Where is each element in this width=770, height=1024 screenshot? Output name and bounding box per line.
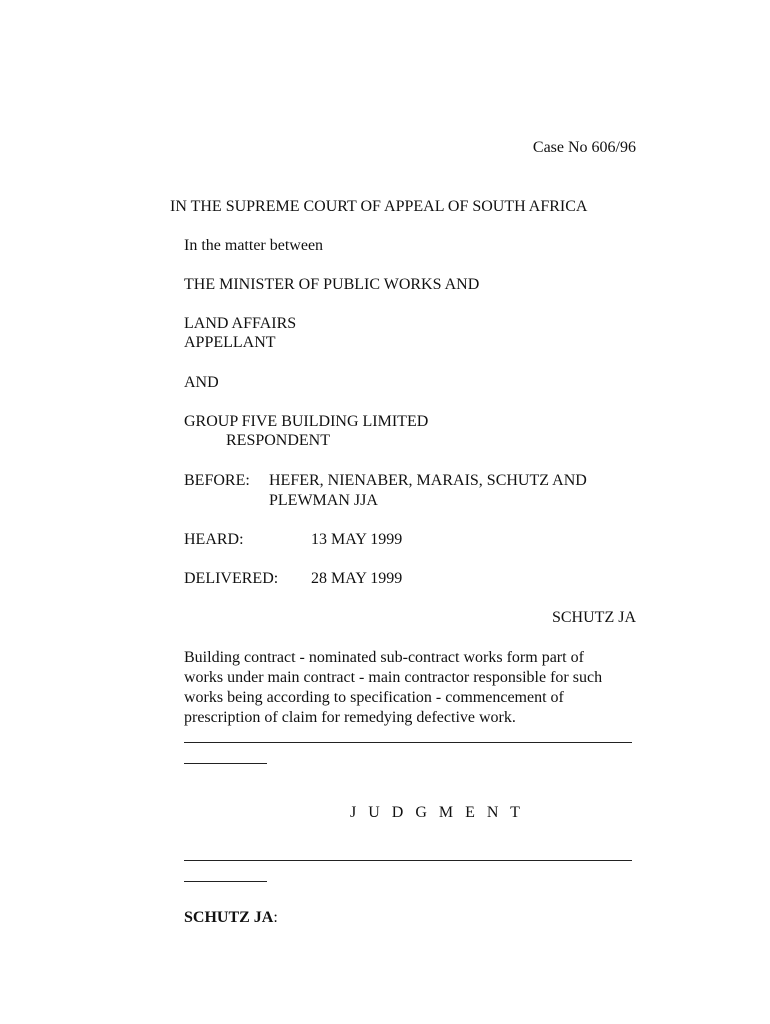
case-summary (184, 648, 634, 728)
judge-signoff (184, 908, 278, 928)
matter-intro: In the matter between (184, 237, 324, 254)
heard-label: HEARD: (184, 531, 244, 548)
court-name: IN THE SUPREME COURT OF APPEAL OF SOUTH AFRICA (170, 198, 588, 215)
before-judges-line2: PLEWMAN JJA (269, 492, 378, 509)
case-number: Case No 606/96 (532, 139, 636, 156)
judgment-heading: J U D G M E N T (350, 804, 524, 821)
summary-line: Building contract - nominated sub-contract works form part of (184, 649, 584, 666)
judgment-author: SCHUTZ JA (551, 609, 636, 626)
respondent-role: RESPONDENT (226, 432, 331, 449)
judge-signoff-name: SCHUTZ JA (184, 909, 274, 926)
summary-line: works under main contract - main contractor responsible for such (184, 669, 603, 686)
before-judges-line1: HEFER, NIENABER, MARAIS, SCHUTZ AND (269, 472, 587, 489)
and-separator: AND (184, 374, 219, 391)
appellant-name-line2: LAND AFFAIRS (184, 315, 297, 332)
judge-signoff-colon: : (273, 909, 278, 926)
appellant-role: APPELLANT (184, 334, 276, 351)
heard-date: 13 MAY 1999 (311, 531, 403, 548)
respondent-name: GROUP FIVE BUILDING LIMITED (184, 413, 429, 430)
before-label: BEFORE: (184, 472, 250, 489)
delivered-label: DELIVERED: (184, 570, 279, 587)
appellant-name-line1: THE MINISTER OF PUBLIC WORKS AND (184, 276, 480, 293)
divider-line-short (184, 763, 267, 764)
divider-line (184, 742, 632, 743)
summary-line: works being according to specification - commencement of (184, 689, 564, 706)
summary-line: prescription of claim for remedying defective work. (184, 709, 516, 726)
divider-line-short (184, 881, 267, 882)
delivered-date: 28 MAY 1999 (311, 570, 403, 587)
divider-line (184, 860, 632, 861)
